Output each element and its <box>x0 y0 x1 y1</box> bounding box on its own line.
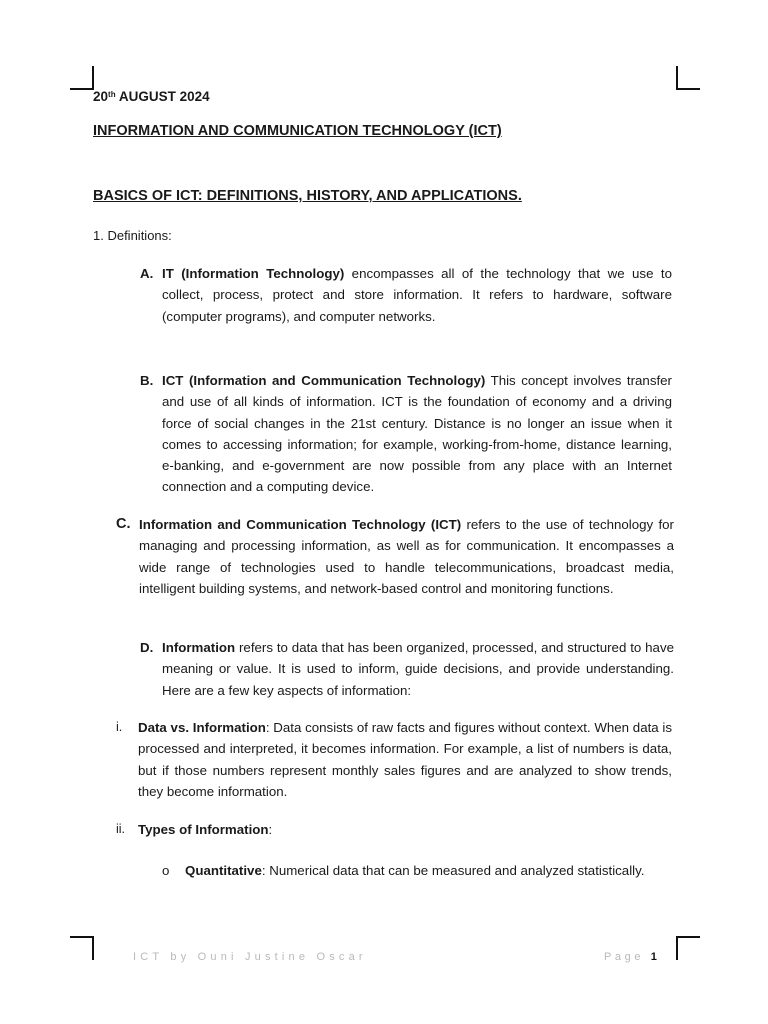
page-number: 1 <box>650 951 657 963</box>
crop-mark-bottom-right <box>676 936 700 960</box>
list-item-text: IT (Information Technology) encompasses all of the technology that we use to collect, process, protect and store information. It refers to hardware, software (computer programs), and computer networks. <box>162 266 672 324</box>
list-marker: i. <box>116 720 123 734</box>
document-date: 20th AUGUST 2024 <box>93 89 210 104</box>
section-heading: 1. Definitions: <box>93 228 172 243</box>
footer-page: Page 1 <box>604 951 657 963</box>
list-marker: ii. <box>116 822 126 836</box>
bullet-marker: o <box>162 863 170 878</box>
defined-term: IT (Information Technology) <box>162 266 345 281</box>
defined-term: Information <box>162 640 236 655</box>
defined-term: Information and Communication Technology (ICT) <box>139 517 462 532</box>
crop-mark-top-left <box>70 66 94 90</box>
list-marker: C. <box>116 516 131 532</box>
list-item-text: Types of Information: <box>138 822 273 837</box>
list-item-text: ICT (Information and Communication Technology) This concept involves transfer and use of all kinds of information. ICT is the foundation of economy and a driving force of social changes in the 21st century. Distance is no longer an issue when it comes to accessing information; for example, working-from-home, distance learning, e-banking, and e-government are now possible from any place with an Internet connection and a computing device. <box>162 373 672 495</box>
list-item-text: Data vs. Information: Data consists of raw facts and figures without context. When data is processed and interpreted, it becomes information. For example, a list of numbers is data, but if those numbers represent monthly sales figures and are analyzed to show trends, they become information. <box>138 720 673 799</box>
list-item-text: Information and Communication Technology (ICT) refers to the use of technology for managing and processing information, as well as for communication. It encompasses a wide range of technologies used to handle telecommunications, broadcast media, intelligent building systems, and network-based control and monitoring functions. <box>139 517 674 596</box>
defined-term: Types of Information <box>138 822 269 837</box>
defined-term: ICT (Information and Communication Technology) <box>162 373 486 388</box>
crop-mark-top-right <box>676 66 700 90</box>
list-marker: A. <box>140 266 154 281</box>
list-marker: B. <box>140 373 154 388</box>
list-item-text: Quantitative: Numerical data that can be measured and analyzed statistically. <box>185 863 645 878</box>
list-item-text: Information refers to data that has been organized, processed, and structured to have meaning or value. It is used to inform, guide decisions, and provide understanding. Here are a few key aspects of information: <box>162 640 674 698</box>
document-subtitle: BASICS OF ICT: DEFINITIONS, HISTORY, AND APPLICATIONS. <box>93 188 522 204</box>
crop-mark-bottom-left <box>70 936 94 960</box>
defined-term: Quantitative <box>185 863 262 878</box>
defined-term: Data vs. Information <box>138 720 266 735</box>
document-title: INFORMATION AND COMMUNICATION TECHNOLOGY (ICT) <box>93 123 502 139</box>
footer-author: ICT by Ouni Justine Oscar <box>133 951 367 963</box>
list-marker: D. <box>140 640 154 655</box>
